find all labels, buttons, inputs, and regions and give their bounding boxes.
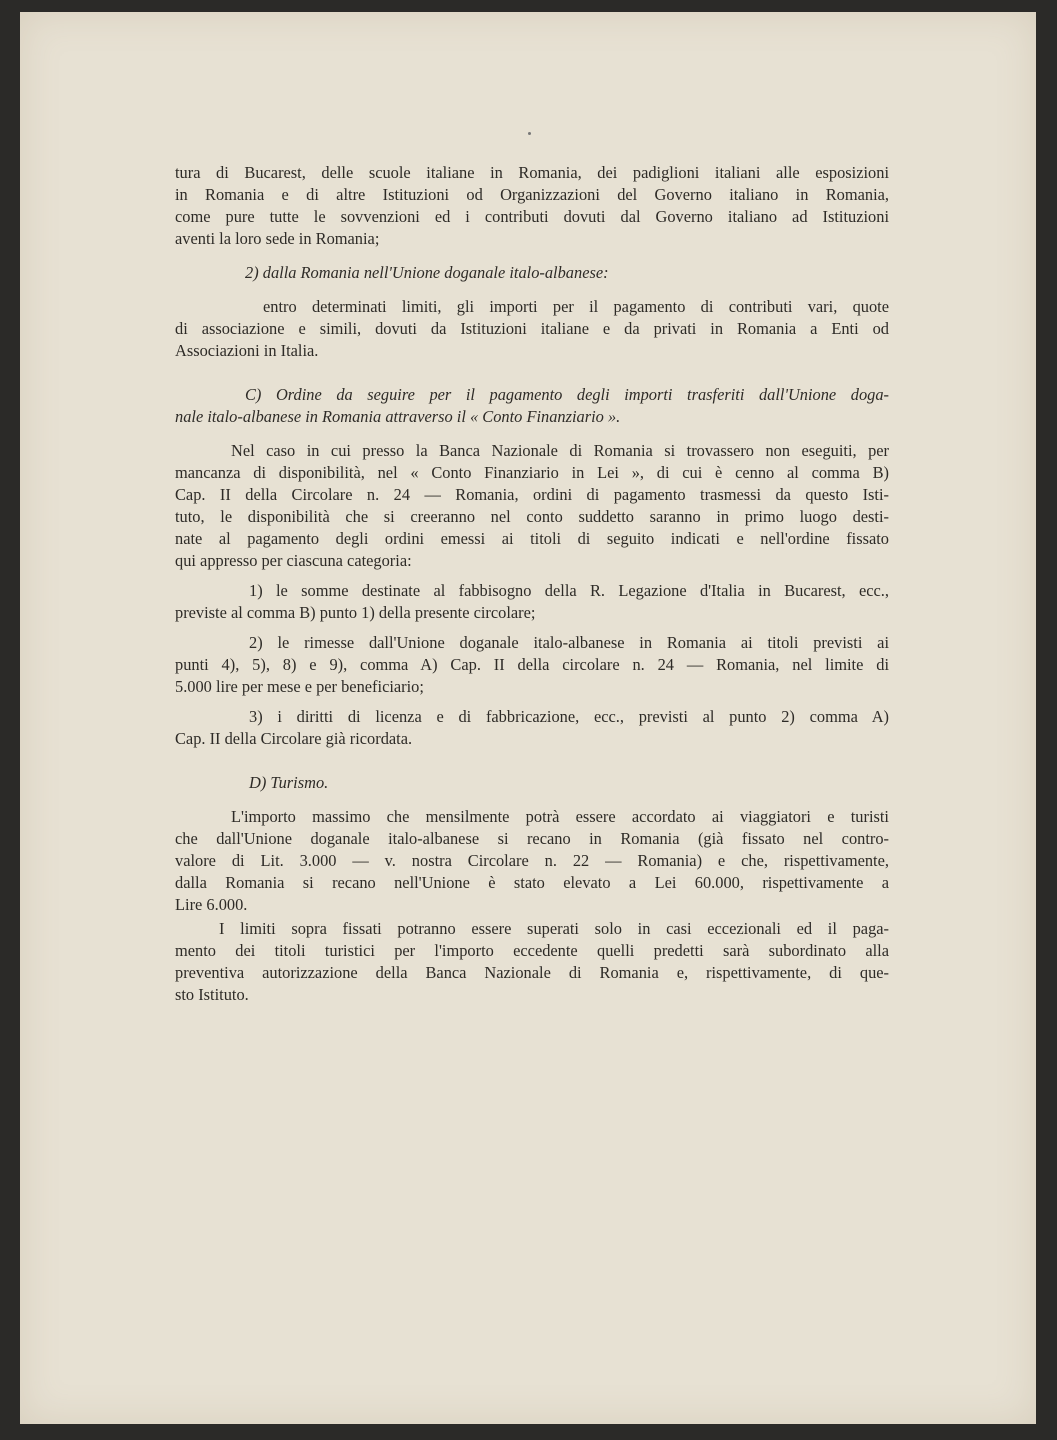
text-line: 2) le rimesse dall'Unione doganale italo-albanese in Romania ai titoli previsti ai (249, 633, 889, 652)
text-line: come pure tutte le sovvenzioni ed i contributi dovuti dal Governo italiano ad Istituzioni (175, 207, 889, 226)
item2-heading: 2) dalla Romania nell'Unione doganale italo-albanese: (245, 263, 609, 282)
text-line: Nel caso in cui presso la Banca Nazionale di Romania si trovassero non eseguiti, per (231, 441, 889, 460)
text-line: mancanza di disponibilità, nel « Conto Finanziario in Lei », di cui è cenno al comma B) (175, 463, 889, 482)
text-line: qui appresso per ciascuna categoria: (175, 551, 412, 570)
section-d-paragraph-1 (175, 806, 889, 916)
text-line: nate al pagamento degli ordini emessi ai titoli di seguito indicati e nell'ordine fissato (175, 529, 889, 548)
text-line: sto Istituto. (175, 985, 249, 1004)
section-c-item-2 (175, 632, 889, 698)
section-d-heading: D) Turismo. (249, 773, 329, 792)
text-line: 5.000 lire per mese e per beneficiario; (175, 677, 424, 696)
text-line: 3) i diritti di licenza e di fabbricazione, ecc., previsti al punto 2) comma A) (249, 707, 889, 726)
text-line: tuto, le disponibilità che si creeranno nel conto suddetto saranno in primo luogo desti- (175, 507, 889, 526)
text-line: mento dei titoli turistici per l'importo eccedente quelli predetti sarà subordinato alla (175, 941, 889, 960)
text-line: valore di Lit. 3.000 — v. nostra Circolare n. 22 — Romania) e che, rispettivamente, (175, 851, 889, 870)
text-line: previste al comma B) punto 1) della presente circolare; (175, 603, 536, 622)
text-line: entro determinati limiti, gli importi per il pagamento di contributi vari, quote (263, 297, 889, 316)
text-line: punti 4), 5), 8) e 9), comma A) Cap. II della circolare n. 24 — Romania, nel limite di (175, 655, 889, 674)
text-line: di associazione e simili, dovuti da Istituzioni italiane e da privati in Romania a Enti od (175, 319, 889, 338)
text-line: nale italo-albanese in Romania attraverso il « Conto Finanziario ». (175, 407, 621, 426)
text-line: 1) le somme destinate al fabbisogno della R. Legazione d'Italia in Bucarest, ecc., (249, 581, 889, 600)
text-line: che dall'Unione doganale italo-albanese si recano in Romania (già fissato nel contro- (175, 829, 889, 848)
document-body (175, 162, 889, 1006)
document-page (20, 12, 1036, 1424)
text-line: Cap. II della Circolare già ricordata. (175, 729, 413, 748)
section-c-item-3 (175, 706, 889, 750)
text-line: in Romania e di altre Istituzioni od Organizzazioni del Governo italiano in Romania, (175, 185, 889, 204)
page-speck (528, 132, 531, 135)
section-c-paragraph (175, 440, 889, 572)
intro-paragraph (175, 162, 889, 250)
section-c-item-1 (175, 580, 889, 624)
text-line: Lire 6.000. (175, 895, 248, 914)
item2-paragraph (175, 296, 889, 362)
text-line: aventi la loro sede in Romania; (175, 229, 380, 248)
section-d-paragraph-2 (175, 918, 889, 1006)
text-line: Associazioni in Italia. (175, 341, 319, 360)
text-line: C) Ordine da seguire per il pagamento degli importi trasferiti dall'Unione doga- (245, 385, 889, 404)
text-line: tura di Bucarest, delle scuole italiane in Romania, dei padiglioni italiani alle esposizioni (175, 163, 889, 182)
text-line: preventiva autorizzazione della Banca Nazionale di Romania e, rispettivamente, di que- (175, 963, 889, 982)
text-line: I limiti sopra fissati potranno essere superati solo in casi eccezionali ed il paga- (219, 919, 889, 938)
text-line: L'importo massimo che mensilmente potrà essere accordato ai viaggiatori e turisti (231, 807, 889, 826)
text-line: dalla Romania si recano nell'Unione è stato elevato a Lei 60.000, rispettivamente a (175, 873, 889, 892)
text-line: Cap. II della Circolare n. 24 — Romania, ordini di pagamento trasmessi da questo Isti- (175, 485, 889, 504)
section-c-heading (175, 384, 889, 428)
